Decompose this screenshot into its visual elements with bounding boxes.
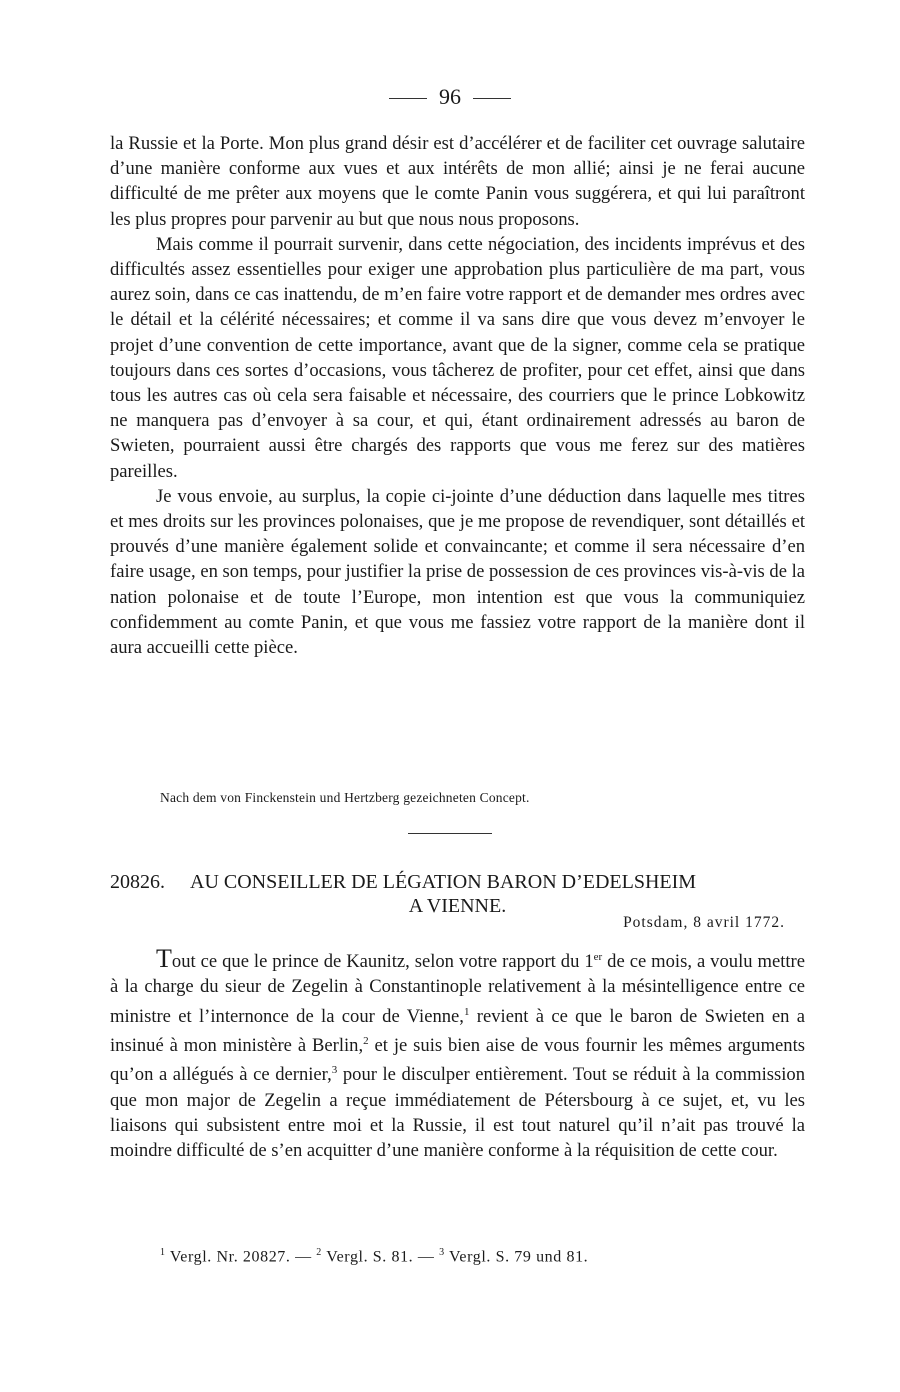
- letter-body: [110, 945, 805, 1163]
- footnote-1-marker: 1: [160, 1247, 166, 1258]
- body-part-c: revient à ce que le baron de Swieten en a insinué à mon ministère à Berlin,: [110, 1005, 805, 1057]
- continued-letter: [110, 131, 805, 660]
- paragraph-1: la Russie et la Porte. Mon plus grand désir est d’accélérer et de faciliter cet ouvrage salutaire d’une manière conforme aux vues et aux intérêts de mon allié; ainsi je ne ferai aucune difficulté de me prêter aux moyens que le comte Panin vous suggérera, et qui lui paraîtront les plus propres pour parvenir au but que nous nous proposons.: [110, 133, 805, 230]
- section-divider: [408, 833, 492, 834]
- footnote-ref-3: 3: [331, 1064, 338, 1077]
- footnote-ref-1: 1: [463, 1005, 470, 1018]
- footnotes: [160, 1247, 588, 1266]
- dateline: Potsdam, 8 avril 1772.: [623, 914, 785, 931]
- document-title-line-1: AU CONSEILLER DE LÉGATION BARON D’EDELSHEIM: [190, 871, 697, 893]
- document-number: 20826.: [110, 871, 165, 893]
- letter-paragraph: [110, 945, 805, 1163]
- document-title-line-2: A VIENNE.: [408, 895, 507, 917]
- footnote-3-text: Vergl. S. 79 und 81.: [449, 1248, 589, 1266]
- body-part-b: de ce mois, a voulu mettre à la charge du sieur de Zegelin à Constantinople relativement à la mésintelligence entre ce ministre et l’internonce de la cour de Vienne,: [110, 951, 805, 1027]
- ordinal-superscript: er: [593, 951, 603, 963]
- footnote-2-text: Vergl. S. 81. —: [326, 1248, 440, 1266]
- document-heading: [110, 870, 805, 918]
- header-dash-left: [389, 98, 427, 99]
- footnote-1-text: Vergl. Nr. 20827. —: [169, 1248, 317, 1266]
- body-part-a: out ce que le prince de Kaunitz, selon votre rapport du 1: [171, 951, 594, 973]
- page-number: 96: [439, 84, 461, 109]
- body-part-e: pour le disculper entièrement. Tout se réduit à la commission que mon major de Zegelin a reçue immédiatement de Pétersbourg à ce sujet, et, vu les liaisons qui subsistent entre moi et la Russie, il est tout naturel qu’il n’ait pas trouvé la moindre difficulté de s’en acquitter d’une manière conforme à la réquisition de cette cour.: [110, 1064, 806, 1162]
- paragraph-3: Je vous envoie, au surplus, la copie ci-jointe d’une déduction dans laquelle mes titres et mes droits sur les provinces polonaises, que je me propose de revendiquer, sont détaillés et prouvés d’une manière également solide et convaincante; et comme il sera nécessaire d’en faire usage, en son temps, pour justifier la prise de possession de ces provinces vis-à-vis de la nation polonaise et de toute l’Europe, mon intention est que vous la communiquiez confidemment au comte Panin, et que vous me fassiez votre rapport de la manière dont il aura accueilli cette pièce.: [110, 485, 806, 659]
- source-attribution: Nach dem von Finckenstein und Hertzberg gezeichneten Concept.: [160, 790, 530, 805]
- footnote-3-marker: 3: [439, 1247, 445, 1258]
- drop-cap: T: [156, 944, 172, 974]
- body-part-d: et je suis bien aise de vous fournir les mêmes arguments qu’on a allégués à ce dernier,: [110, 1035, 805, 1086]
- header-dash-right: [473, 98, 511, 99]
- page-header: [0, 84, 900, 110]
- footnote-2-marker: 2: [316, 1247, 322, 1258]
- paragraph-2: Mais comme il pourrait survenir, dans cette négociation, des incidents imprévus et des difficultés assez essentielles pour exiger une approbation plus particulière de ma part, vous aurez soin, dans ce cas inattendu, de m’en faire votre rapport et de demander mes ordres avec le détail et la célérité nécessaires; et comme il va sans dire que vous devez m’envoyer le projet d’une convention de cette importance, avant que de la signer, comme cela se pratique toujours dans ces sortes d’occasions, vous tâcherez de profiter, pour cet effet, ainsi que dans tous les autres cas où cela sera faisable et nécessaire, des courriers que le prince Lobkowitz ne manquera pas d’envoyer à sa cour, et qui, étant ordinairement adressés au baron de Swieten, pourraient aussi être chargés des rapports que vous me ferez sur des matières pareilles.: [110, 233, 805, 482]
- footnote-ref-2: 2: [363, 1034, 369, 1047]
